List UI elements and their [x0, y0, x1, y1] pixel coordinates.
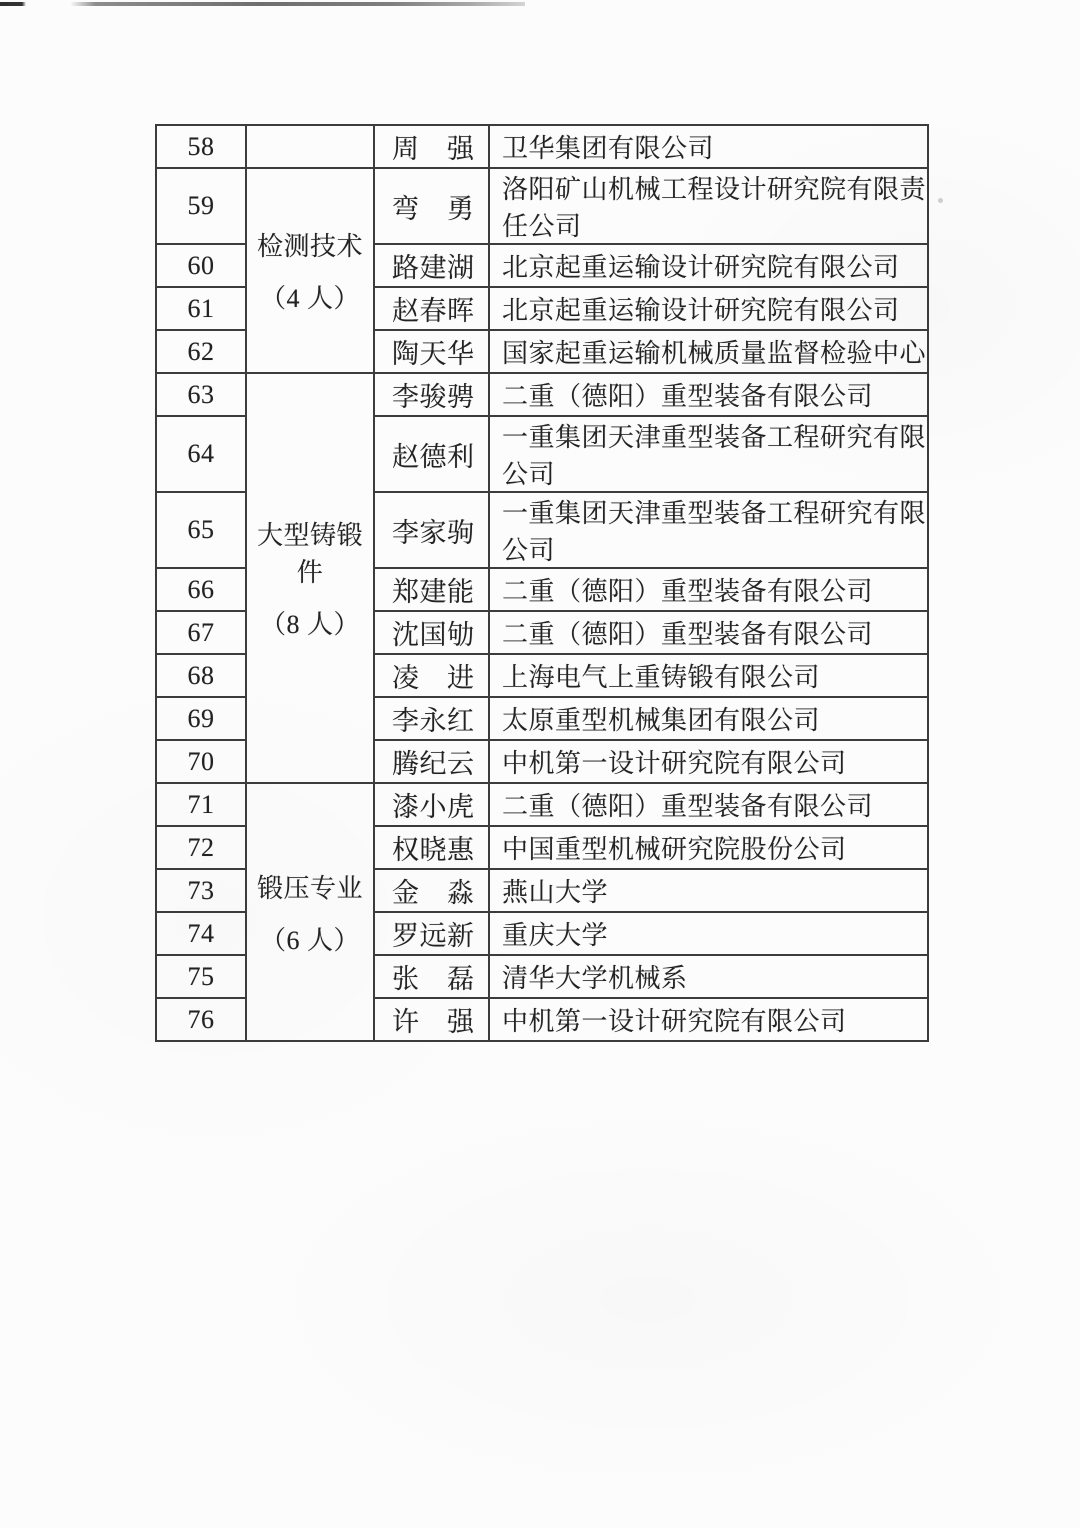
row-number-cell: 65 — [156, 492, 246, 568]
category-label: 锻压专业 — [256, 873, 363, 903]
category-cell-empty — [246, 125, 374, 168]
name-cell: 郑建能 — [374, 568, 489, 611]
name-cell: 沈国劬 — [374, 611, 489, 654]
org-cell: 太原重型机械集团有限公司 — [489, 697, 928, 740]
row-number-cell: 75 — [156, 955, 246, 998]
row-number-cell: 71 — [156, 783, 246, 826]
table-row — [156, 125, 928, 168]
row-number-cell: 70 — [156, 740, 246, 783]
row-number-cell: 61 — [156, 287, 246, 330]
row-number-cell: 76 — [156, 998, 246, 1041]
category-cell — [246, 373, 374, 783]
org-cell: 卫华集团有限公司 — [489, 125, 928, 168]
org-cell: 二重（德阳）重型装备有限公司 — [489, 783, 928, 826]
name-cell: 李骏骋 — [374, 373, 489, 416]
org-cell: 一重集团天津重型装备工程研究有限公司 — [489, 492, 928, 568]
org-cell: 国家起重运输机械质量监督检验中心 — [489, 330, 928, 373]
table-row — [156, 373, 928, 416]
name-cell: 凌 进 — [374, 654, 489, 697]
name-cell: 许 强 — [374, 998, 489, 1041]
org-cell: 洛阳矿山机械工程设计研究院有限责任公司 — [489, 168, 928, 244]
org-cell: 中机第一设计研究院有限公司 — [489, 740, 928, 783]
row-number-cell: 59 — [156, 168, 246, 244]
name-cell: 腾纪云 — [374, 740, 489, 783]
org-cell: 二重（德阳）重型装备有限公司 — [489, 611, 928, 654]
category-cell — [246, 783, 374, 1041]
category-count: （6 人） — [259, 925, 360, 955]
row-number-cell: 58 — [156, 125, 246, 168]
org-cell: 重庆大学 — [489, 912, 928, 955]
row-number-cell: 73 — [156, 869, 246, 912]
org-cell: 上海电气上重铸锻有限公司 — [489, 654, 928, 697]
name-cell: 路建湖 — [374, 244, 489, 287]
name-cell: 赵春晖 — [374, 287, 489, 330]
org-cell: 中机第一设计研究院有限公司 — [489, 998, 928, 1041]
row-number-cell: 72 — [156, 826, 246, 869]
category-label: 大型铸锻件 — [256, 521, 363, 587]
name-cell: 张 磊 — [374, 955, 489, 998]
name-cell: 漆小虎 — [374, 783, 489, 826]
table-row — [156, 168, 928, 244]
table-row — [156, 783, 928, 826]
name-cell: 陶天华 — [374, 330, 489, 373]
name-cell: 赵德利 — [374, 416, 489, 492]
org-cell: 清华大学机械系 — [489, 955, 928, 998]
category-cell — [246, 168, 374, 373]
name-cell: 李家驹 — [374, 492, 489, 568]
row-number-cell: 68 — [156, 654, 246, 697]
row-number-cell: 69 — [156, 697, 246, 740]
row-number-cell: 66 — [156, 568, 246, 611]
name-cell: 周 强 — [374, 125, 489, 168]
name-cell: 罗远新 — [374, 912, 489, 955]
org-cell: 中国重型机械研究院股份公司 — [489, 826, 928, 869]
row-number-cell: 67 — [156, 611, 246, 654]
name-cell: 弯 勇 — [374, 168, 489, 244]
row-number-cell: 60 — [156, 244, 246, 287]
org-cell: 二重（德阳）重型装备有限公司 — [489, 373, 928, 416]
org-cell: 一重集团天津重型装备工程研究有限公司 — [489, 416, 928, 492]
row-number-cell: 64 — [156, 416, 246, 492]
category-count: （8 人） — [259, 610, 360, 639]
scan-artifact-speck — [938, 198, 943, 203]
name-cell: 金 淼 — [374, 869, 489, 912]
org-cell: 二重（德阳）重型装备有限公司 — [489, 568, 928, 611]
row-number-cell: 62 — [156, 330, 246, 373]
org-cell: 北京起重运输设计研究院有限公司 — [489, 244, 928, 287]
org-cell: 北京起重运输设计研究院有限公司 — [489, 287, 928, 330]
expert-roster-table — [155, 124, 929, 1042]
row-number-cell: 63 — [156, 373, 246, 416]
category-label: 检测技术 — [256, 232, 363, 261]
category-count: （4 人） — [259, 284, 360, 313]
scan-artifact-top-line — [0, 2, 525, 6]
name-cell: 权晓惠 — [374, 826, 489, 869]
org-cell: 燕山大学 — [489, 869, 928, 912]
name-cell: 李永红 — [374, 697, 489, 740]
row-number-cell: 74 — [156, 912, 246, 955]
